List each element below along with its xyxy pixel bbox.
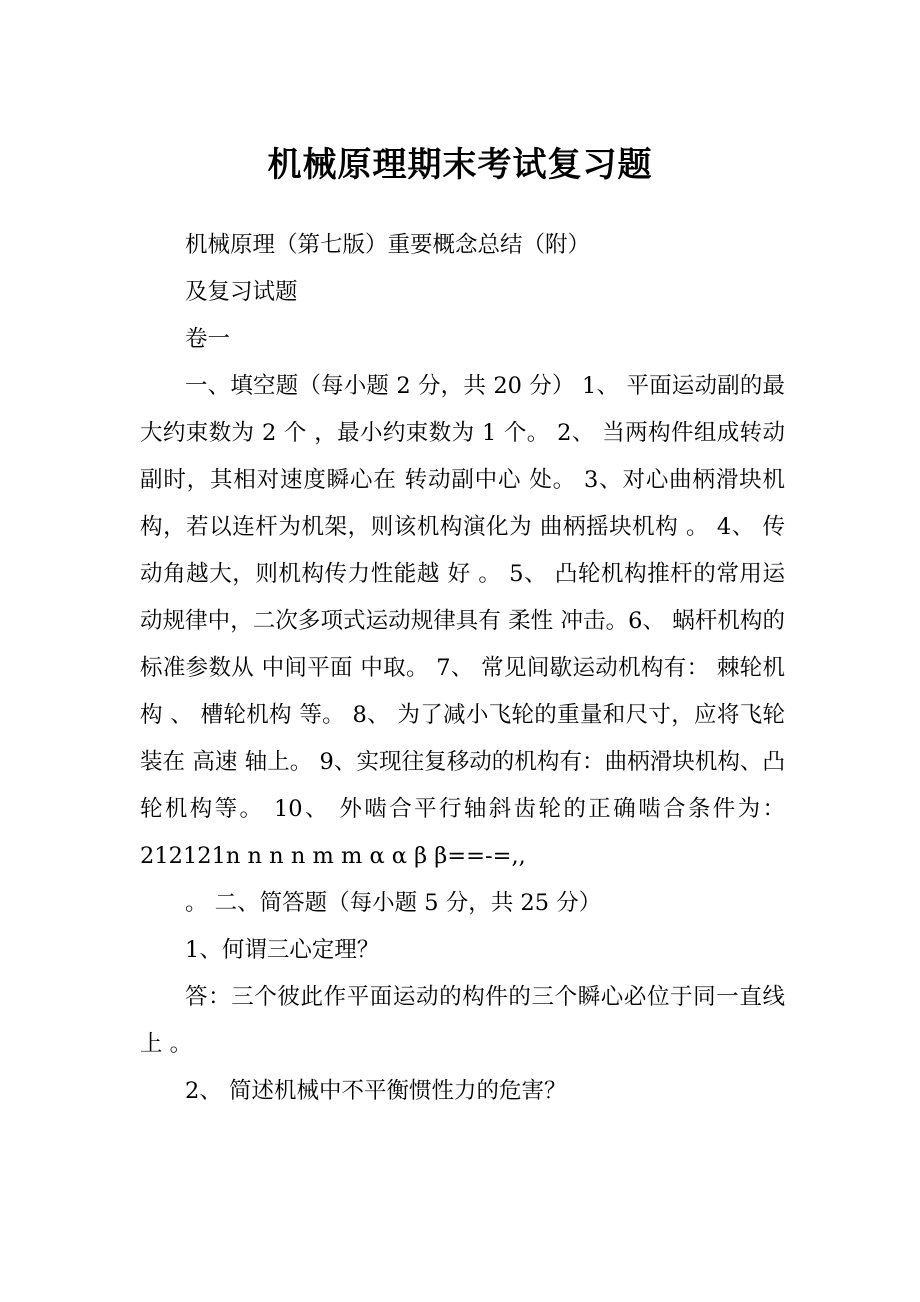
paragraph-subtitle-1: 机械原理（第七版）重要概念总结（附） [185, 232, 591, 258]
document-body [140, 222, 785, 1115]
paragraph-subtitle-2: 及复习试题 [185, 279, 298, 305]
paragraph-answer-1: 答：三个彼此作平面运动的构件的三个瞬心必位于同一直线上 。 [140, 984, 785, 1057]
paragraph-short-answer-heading: 。 二、简答题（每小题 5 分，共 25 分） [185, 890, 602, 916]
paragraph-fill-in-questions: 一、填空题（每小题 2 分，共 20 分） 1、 平面运动副的最大约束数为 2 个 ，最小约束数为 1 个。 2、 当两构件组成转动副时，其相对速度瞬心在 转动副中心 处。 3、对心曲柄滑块机构，若以连杆为机架，则该机构演化为 曲柄摇块机构 。 4、 传动角越大，则机构传力性能越 好 。 5、 凸轮机构推杆的常用运动规律中，二次多项式运动规律具有 柔性 冲击。6、 蜗杆机构的标准参数从 中间平面 中取。 7、 常见间歇运动机构有： 棘轮机构 、 槽轮机构 等。 8、 为了减小飞轮的重量和尺寸，应将飞轮装在 高速 轴上。 9、实现往复移动的机构有：曲柄滑块机构、凸轮机构等。 10、 外啮合平行轴斜齿轮的正确啮合条件为： 212121n n n n m m α α β β==-=,, [140, 373, 785, 869]
paragraph-question-1: 1、何谓三心定理？ [185, 937, 380, 963]
document-title: 机械原理期末考试复习题 [267, 145, 653, 185]
paragraph-volume-label: 卷一 [185, 326, 231, 352]
paragraph-question-2: 2、 简述机械中不平衡惯性力的危害？ [185, 1078, 567, 1104]
